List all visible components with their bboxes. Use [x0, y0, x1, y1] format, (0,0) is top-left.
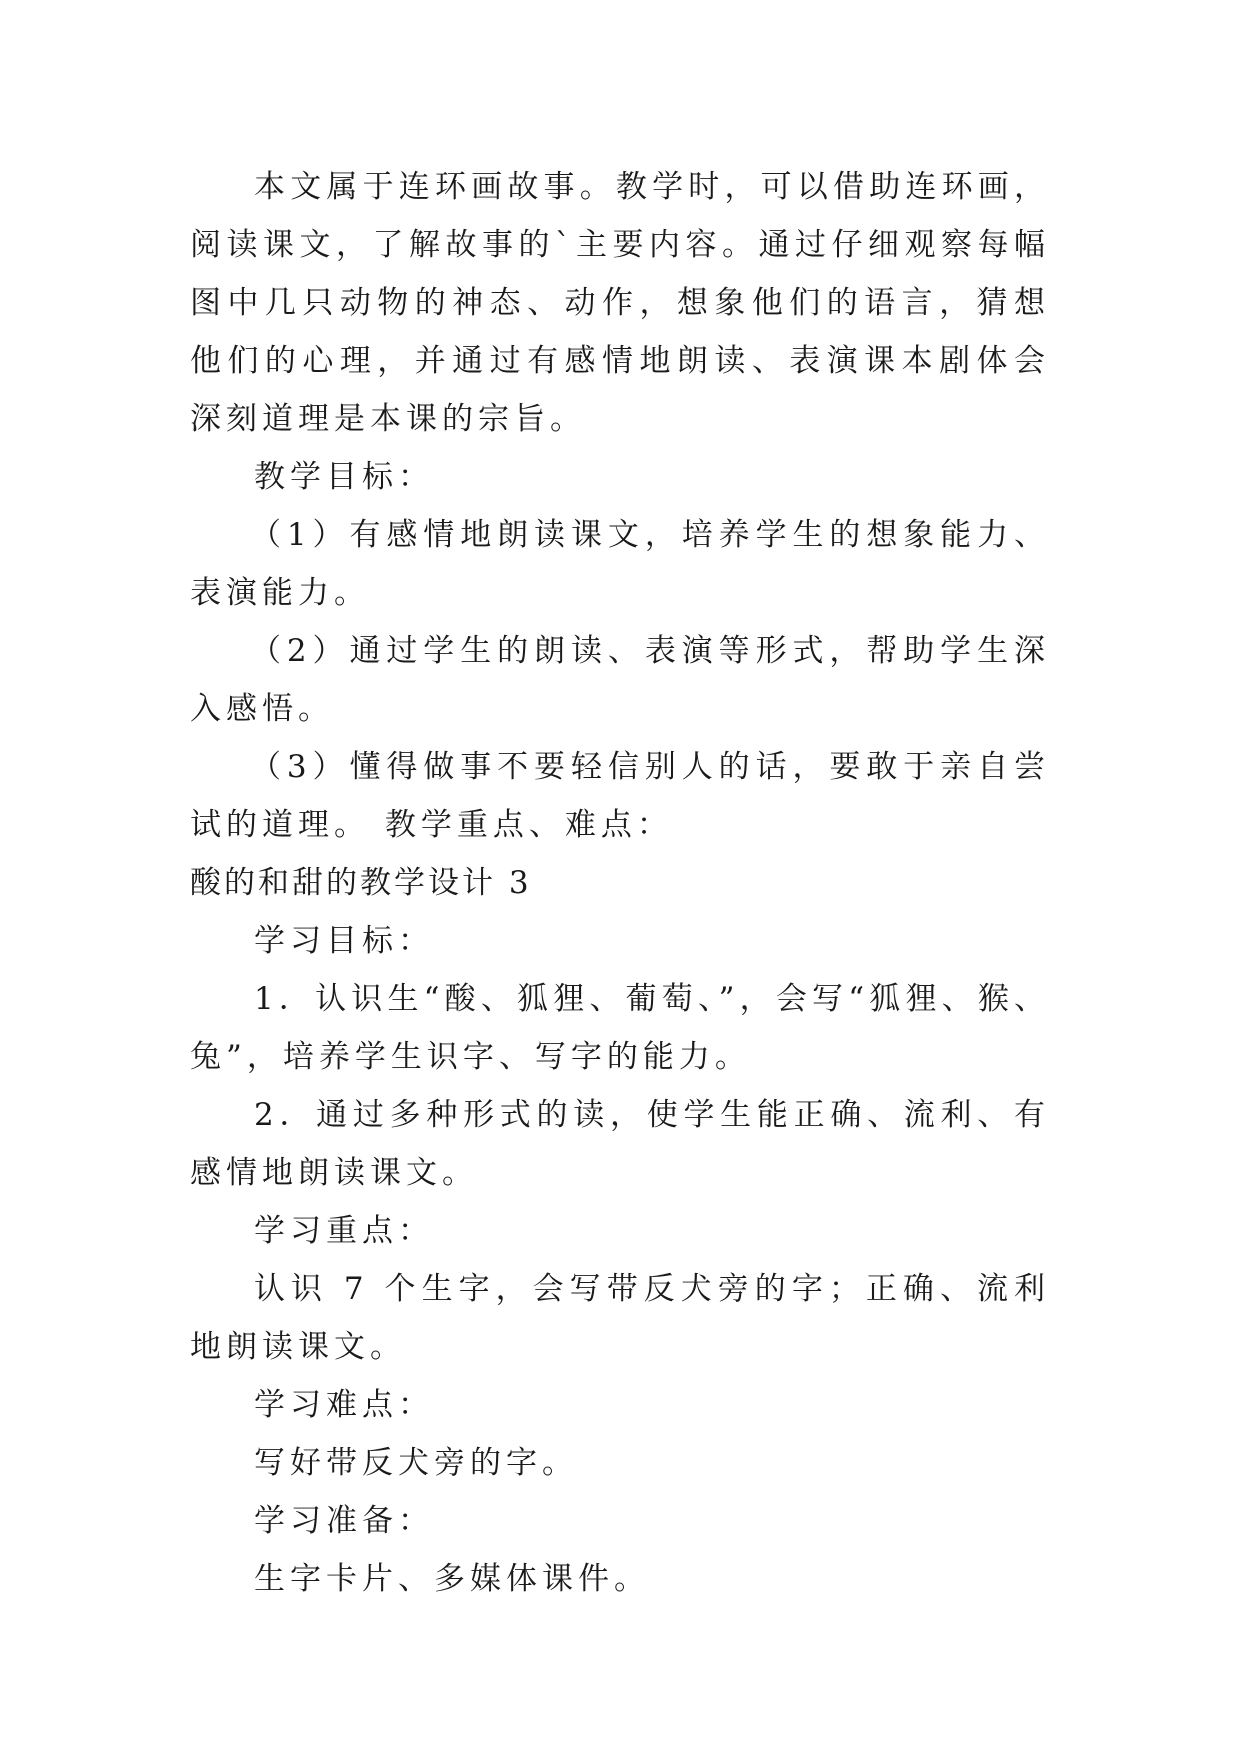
learning-goal-1: 1．认识生“酸、狐狸、葡萄、”，会写“狐狸、猴、兔”，培养学生识字、写字的能力。 — [190, 981, 1050, 1075]
document-body — [190, 158, 1050, 1608]
preparation-text: 生字卡片、多媒体课件。 — [254, 1561, 650, 1597]
goal-item-2: （2）通过学生的朗读、表演等形式，帮助学生深入感悟。 — [190, 633, 1050, 727]
difficulties-text: 写好带反犬旁的字。 — [254, 1445, 578, 1481]
heading-learning-goals: 学习目标： — [254, 923, 434, 959]
heading-key-points: 学习重点： — [254, 1213, 434, 1249]
learning-goal-2: 2．通过多种形式的读，使学生能正确、流利、有感情地朗读课文。 — [190, 1097, 1050, 1191]
paragraph-intro: 本文属于连环画故事。教学时，可以借助连环画，阅读课文，了解故事的`主要内容。通过仔细观察每幅图中几只动物的神态、动作，想象他们的语言，猜想他们的心理，并通过有感情地朗读、表演课本剧体会深刻道理是本课的宗旨。 — [190, 169, 1050, 437]
heading-teaching-goals: 教学目标： — [254, 459, 434, 495]
goal-item-3: （3）懂得做事不要轻信别人的话，要敢于亲自尝试的道理。 教学重点、难点： — [190, 749, 1050, 843]
heading-difficulties: 学习难点： — [254, 1387, 434, 1423]
section-title: 酸的和甜的教学设计 3 — [190, 865, 532, 901]
heading-preparation: 学习准备： — [254, 1503, 434, 1539]
goal-item-1: （1）有感情地朗读课文，培养学生的想象能力、表演能力。 — [190, 517, 1050, 611]
key-points-text: 认识 7 个生字，会写带反犬旁的字；正确、流利地朗读课文。 — [190, 1271, 1050, 1365]
